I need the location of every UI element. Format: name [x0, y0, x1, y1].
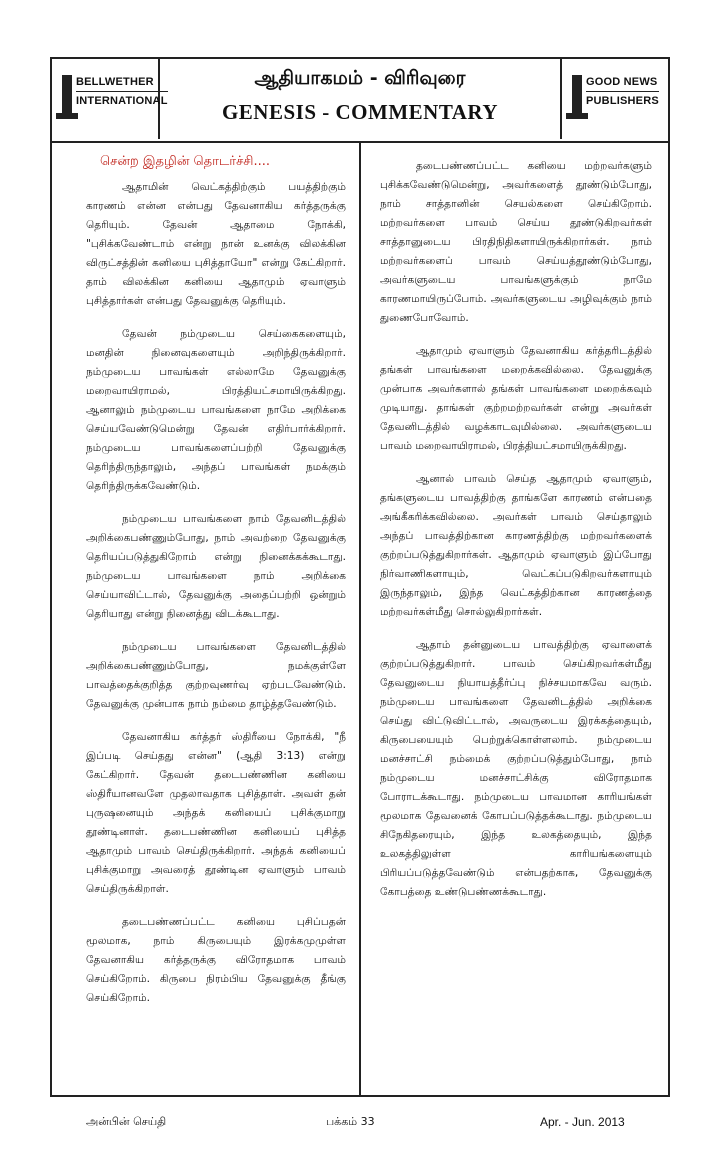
paragraph: தடைபண்ணப்பட்ட கனியை புசிப்பதன் மூலமாக, நாம் கிருபையும் இரக்கமுமுள்ள தேவனாகிய கர்த்தருக்கு விரோதமாக பாவம் செய்கிறோம். கிருபை நிரம்பிய தேவனுக்கு தீங்கு செய்கிறோம்.	[86, 916, 346, 1004]
right-logo-line1: GOOD NEWS	[586, 73, 659, 92]
left-logo-line2: INTERNATIONAL	[76, 95, 168, 107]
paragraph: தேவன் நம்முடைய செய்கைகளையும், மனதின் நினைவுகளையும் அறிந்திருக்கிறார். நம்முடைய பாவங்கள் எல்லாமே தேவனுக்கு மறைவாயிராமல், பிரத்தியட்சமாயிருக்கிறது. ஆனாலும் நம்முடைய பாவங்களை நாமே அறிக்கை செய்யவேண்டுமென்று தேவன் எதிர்பார்க்கிறார். நம்முடைய பாவங்களைப்பற்றி தேவனுக்கு தெரிந்திருந்தாலும், அந்தப் பாவங்கள் நமக்கும் தெரிந்திருக்கவேண்டும்.	[86, 328, 346, 492]
paragraph: ஆதாமும் ஏவாளும் தேவனாகிய கர்த்தரிடத்தில் தங்கள் பாவங்களை மறைக்கவில்லை. தேவனுக்கு முன்பாக அவர்களால் தங்கள் பாவங்களை மறைக்கவும் முடியாது. தாங்கள் குற்றமற்றவர்கள் என்று அவர்கள் தேவனிடத்தில் வழக்காடவுமில்லை. அவர்களுடைய பாவம் மறைவாயிராமல், பிரத்தியட்சமாயிருக்கிறது.	[380, 345, 652, 452]
continuation-note: சென்ற இதழின் தொடர்ச்சி....	[100, 154, 270, 169]
page-frame	[50, 57, 670, 1097]
paragraph: தடைபண்ணப்பட்ட கனியை மற்றவர்களும் புசிக்கவேண்டுமென்று, அவர்களைத் தூண்டும்போது, நாம் சாத்தானின் செயல்களை செய்கிறோம். மற்றவர்களை பாவம் செய்ய தூண்டுகிறவர்கள் சாத்தானுடைய பிரதிநிதிகளாயிருக்கிறார்கள். நாம் மற்றவர்களைப் பாவம் செய்யத்தூண்டும்போது, அவர்களுடைய பாவங்களுக்கும் நாமே காரணமாயிருப்போம். அவர்களுடைய அழிவுக்கும் நாம் துணைபோவோம்.	[380, 160, 652, 324]
paragraph: ஆதாமின் வெட்கத்திற்கும் பயத்திற்கும் காரணம் என்ன என்பது தேவனாகிய கர்த்தருக்கு தெரியும். தேவன் ஆதாமை நோக்கி, "புசிக்கவேண்டாம் என்று நான் உனக்கு விலக்கின விருட்சத்தின் கனியை புசித்தாயோ" என்று கேட்கிறார். தாம் விலக்கின கனியை ஆதாமும் ஏவாளும் புசித்தார்கள் என்பது தேவனுக்கு தெரியும்.	[86, 181, 346, 307]
left-column	[86, 141, 346, 1095]
paragraph: ஆதாம் தன்னுடைய பாவத்திற்கு ஏவாளைக் குற்றப்படுத்துகிறார். பாவம் செய்கிறவர்கள்மீது தேவனுடைய நியாயத்தீர்ப்பு நிச்சயமாகவே வரும். நம்முடைய பாவங்களை தேவனிடத்தில் அறிக்கை செய்து விட்டுவிட்டால், அவருடைய இரக்கத்தையும், கிருபையையும் பெற்றுக்கொள்ளலாம். நம்முடைய மனச்சாட்சி நம்மைக் குற்றப்படுத்தும்போது, நாம் நம்முடைய மனச்சாட்சிக்கு விரோதமாக போராடக்கூடாது. நம்முடைய பாவமான காரியங்கள் மூலமாக தேவனைக் கோபப்படுத்தக்கூடாது. நம்முடைய சிநேகிதரையும், இந்த உலகத்தையும், இந்த உலகத்திலுள்ள காரியங்களையும் பிரியப்படுத்தவேண்டும் என்பதற்காக, தேவனுக்கு கோபத்தை உண்டுபண்ணக்கூடாது.	[380, 639, 652, 898]
article-body	[52, 141, 668, 1095]
paragraph: நம்முடைய பாவங்களை தேவனிடத்தில் அறிக்கைபண்ணும்போது, நமக்குள்ளே பாவத்தைக்குறித்த குற்றவுணர்வு ஏற்படவேண்டும். தேவனுக்கு முன்பாக நாம் நம்மை தாழ்த்தவேண்டும்.	[86, 641, 346, 710]
footer-issue-date: Apr. - Jun. 2013	[540, 1115, 625, 1129]
title-block	[160, 59, 560, 139]
footer-magazine-name: அன்பின் செய்தி	[86, 1115, 167, 1128]
paragraph: நம்முடைய பாவங்களை நாம் தேவனிடத்தில் அறிக்கைபண்ணும்போது, நாம் அவற்றை தேவனுக்கு தெரியப்படுத்துகிறோம் என்று நினைக்கக்கூடாது. நம்முடைய பாவங்களை நாம் அறிக்கை செய்யாவிட்டால், தேவனுக்கு அதைப்பற்றி ஒன்றும் தெரியாது என்று நினைத்து விடக்கூடாது.	[86, 513, 346, 620]
paragraph: தேவனாகிய கர்த்தர் ஸ்திரீயை நோக்கி, "நீ இப்படி செய்தது என்ன" (ஆதி 3:13) என்று கேட்கிறார். தேவன் தடைபண்ணின கனியை ஸ்திரீயானவளே முதலாவதாக புசித்தாள். அவள் தன் புருஷனையும் அந்தக் கனியைப் புசிக்குமாறு தூண்டினாள். தடைபண்ணின கனியைப் புசித்த ஆதாமும் பாவம் செய்திருக்கிறார். அந்தக் கனியைப் புசிக்குமாறு அவரைத் தூண்டின ஏவாளும் பாவம் செய்திருக்கிறாள்.	[86, 731, 346, 895]
column-divider	[359, 141, 361, 1095]
bellwether-logo	[52, 59, 168, 139]
page-footer	[0, 1115, 718, 1135]
good-news-logo	[560, 59, 668, 139]
title-tamil: ஆதியாகமம் - விரிவுரை	[254, 67, 466, 89]
left-logo-line1: BELLWETHER	[76, 73, 168, 92]
page-header	[52, 59, 668, 143]
tower-icon	[572, 75, 582, 117]
paragraph: ஆனால் பாவம் செய்த ஆதாமும் ஏவாளும், தங்களுடைய பாவத்திற்கு தாங்களே காரணம் என்பதை அங்கீகரிக்கவில்லை. அவர்கள் பாவம் செய்தாலும் அந்தப் பாவத்திற்கான காரணத்திற்கு மற்றவர்களைக் குற்றப்படுத்துகிறார்கள். ஆதாமும் ஏவாளும் இப்போது நிர்வாணிகளாயும், வெட்கப்படுகிறவர்களாயும் இருந்தாலும், இந்த வெட்கத்திற்கான காரணத்தை மற்றவர்கள்மீது சொல்லுகிறார்கள்.	[380, 473, 652, 618]
tower-icon	[62, 75, 72, 117]
title-english: GENESIS - COMMENTARY	[221, 100, 499, 124]
right-column	[380, 141, 652, 1095]
right-logo-line2: PUBLISHERS	[586, 95, 659, 107]
footer-page-number: பக்கம் 33	[326, 1115, 375, 1128]
